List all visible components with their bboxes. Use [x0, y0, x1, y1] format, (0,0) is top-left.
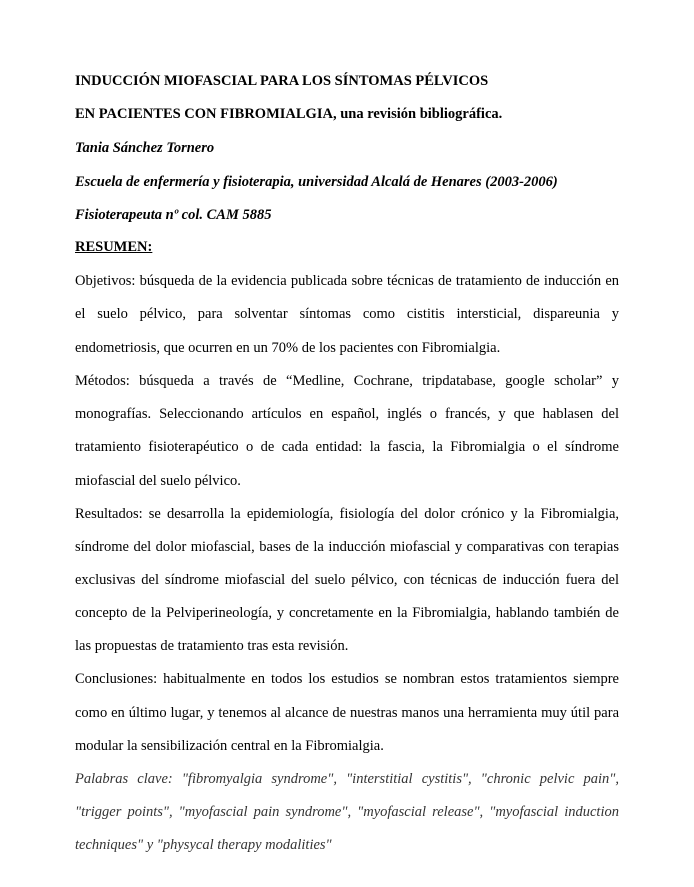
- title-line-2: EN PACIENTES CON FIBROMIALGIA, una revisión bibliográfica.: [75, 106, 503, 122]
- paragraph-line: miofascial del suelo pélvico.: [75, 473, 241, 489]
- paragraph-line: tratamiento fisioterapéutico o de cada entidad: la fascia, la Fibromialgia o el síndrome: [75, 439, 619, 455]
- paragraph-line: las propuestas de tratamiento tras esta revisión.: [75, 638, 349, 654]
- paragraph-line: endometriosis, que ocurren en un 70% de los pacientes con Fibromialgia.: [75, 340, 501, 356]
- paragraph-line: Resultados: se desarrolla la epidemiología, fisiología del dolor crónico y la Fibromialgia,: [75, 506, 619, 522]
- paragraph-line: el suelo pélvico, para solventar síntomas como cistitis intersticial, dispareunia y: [75, 306, 619, 322]
- keywords-line: techniques" y "physycal therapy modalities": [75, 837, 332, 853]
- paragraph-line: monografías. Seleccionando artículos en español, inglés o francés, y que hablasen del: [75, 406, 619, 422]
- paragraph-line: modular la sensibilización central en la Fibromialgia.: [75, 738, 384, 754]
- paragraph-line: exclusivas del síndrome miofascial del suelo pélvico, con técnicas de inducción fuera del: [75, 572, 619, 588]
- keywords-line: "trigger points", "myofascial pain syndrome", "myofascial release", "myofascial induction: [75, 804, 619, 820]
- title-line-1: INDUCCIÓN MIOFASCIAL PARA LOS SÍNTOMAS PÉLVICOS: [75, 73, 489, 89]
- credential: Fisioterapeuta nº col. CAM 5885: [75, 207, 272, 223]
- affiliation: Escuela de enfermería y fisioterapia, universidad Alcalá de Henares (2003-2006): [75, 174, 558, 190]
- paragraph-line: Objetivos: búsqueda de la evidencia publicada sobre técnicas de tratamiento de inducción en: [75, 273, 619, 289]
- abstract-heading: RESUMEN:: [75, 239, 153, 255]
- author-name: Tania Sánchez Tornero: [75, 140, 215, 156]
- paragraph-line: Métodos: búsqueda a través de “Medline, Cochrane, tripdatabase, google scholar” y: [75, 373, 619, 389]
- paragraph-line: Conclusiones: habitualmente en todos los estudios se nombran estos tratamientos siempre: [75, 671, 619, 687]
- paragraph-line: concepto de la Pelviperineología, y concretamente en la Fibromialgia, hablando también de: [75, 605, 619, 621]
- paragraph-line: como en último lugar, y tenemos al alcance de nuestras manos una herramienta muy útil para: [75, 705, 619, 721]
- keywords-line: Palabras clave: "fibromyalgia syndrome", "interstitial cystitis", "chronic pelvic pain",: [75, 771, 619, 787]
- paragraph-line: síndrome del dolor miofascial, bases de la inducción miofascial y comparativas con terapias: [75, 539, 619, 555]
